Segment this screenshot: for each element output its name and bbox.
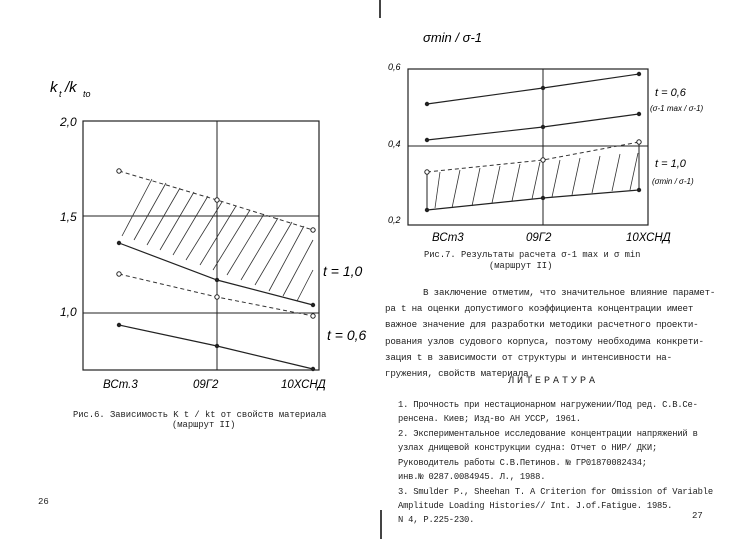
right-chart-ylabel: σmin / σ-1 — [423, 30, 483, 45]
literature-heading: ЛИТЕРАТУРА — [508, 376, 599, 387]
left-xtick: 10ХСНД — [281, 379, 326, 391]
paragraph-line: рования узлов судового корпуса, поэтому необходима конкрети- — [385, 335, 704, 347]
right-series-mid — [427, 114, 639, 140]
reference-line: N 4, P.225-230. — [398, 515, 475, 525]
right-ytick: 0,4 — [388, 139, 401, 149]
right-ytick: 0,2 — [388, 215, 401, 225]
right-ytick: 0,6 — [388, 62, 401, 72]
left-ytick: 1,0 — [60, 305, 77, 319]
reference-line: узлах днищевой конструкции судна: Отчет о НИР/ ДКИ; — [398, 443, 658, 453]
reference-line: Руководитель работы С.В.Петинов. № ГР01870082434; — [398, 458, 647, 468]
reference-line: 1. Прочность при нестационарном нагружении/Под ред. С.В.Се- — [398, 400, 698, 410]
left-chart-frame — [83, 121, 319, 370]
left-xtick: 09Г2 — [193, 379, 219, 391]
left-caption-sub: (маршрут II) — [172, 420, 236, 430]
right-caption: Рис.7. Результаты расчета σ-1 max и σ min — [424, 250, 641, 260]
svg-text:to: to — [83, 89, 91, 99]
right-page-number: 27 — [692, 511, 703, 521]
left-page-number: 26 — [38, 497, 49, 507]
reference-line: инв.№ 0287.0084945. Л., 1988. — [398, 472, 546, 482]
reference-line: 2. Экспериментальное исследование концентрации напряжений в — [398, 429, 698, 439]
right-curve-label: t = 1,0 — [655, 158, 686, 170]
conclusion-paragraph — [385, 285, 716, 382]
left-ytick: 1,5 — [60, 210, 77, 224]
right-series-upper — [427, 74, 639, 104]
left-curve-label: t = 0,6 — [327, 327, 367, 343]
gutter-mark — [380, 510, 382, 539]
left-chart-markers — [117, 169, 315, 371]
right-xtick: ВСт3 — [432, 232, 464, 244]
paragraph-line: В заключение отметим, что значительное влияние парамет- — [423, 287, 716, 298]
right-xtick: 10ХСНД — [626, 232, 671, 244]
right-xtick: 09Г2 — [526, 232, 552, 244]
right-chart-hatch — [435, 153, 638, 208]
left-chart-ylabel: k — [50, 79, 58, 96]
left-xtick: ВСт.3 — [103, 379, 138, 391]
right-curve-label-sub: (σ-1 max / σ-1) — [650, 104, 704, 113]
paragraph-line: гружения, свойств материала. — [385, 368, 534, 380]
left-caption: Рис.6. Зависимость K t / kt от свойств материала — [73, 410, 327, 420]
reference-line: ренсена. Киев; Изд-во АН УССР, 1961. — [398, 414, 581, 424]
right-curve-label: t = 0,6 — [655, 87, 686, 99]
paragraph-line: важное значение для разработки методики расчетного проекти- — [385, 319, 699, 331]
right-chart-markers — [425, 72, 641, 212]
paragraph-line: ра t на оценки допустимого коэффициента концентрации имеет — [385, 303, 694, 315]
paragraph-line: зация t в зависимости от структуры и интенсивности на- — [385, 351, 672, 363]
svg-text:/k: /k — [65, 79, 77, 96]
right-curve-label-sub: (σmin / σ-1) — [652, 177, 694, 186]
reference-line: Amplitude Loading Histories// Int. J.of.Fatigue. 1985. — [398, 501, 673, 511]
right-chart — [380, 0, 736, 280]
left-curve-label: t = 1,0 — [323, 263, 363, 279]
right-chart-frame — [408, 69, 648, 225]
svg-text:t: t — [59, 89, 62, 99]
right-caption-sub: (маршрут II) — [489, 261, 553, 271]
left-ytick: 2,0 — [60, 115, 77, 129]
reference-line: 3. Smulder P., Sheehan T. A Criterion for Omission of Variable — [398, 487, 713, 497]
